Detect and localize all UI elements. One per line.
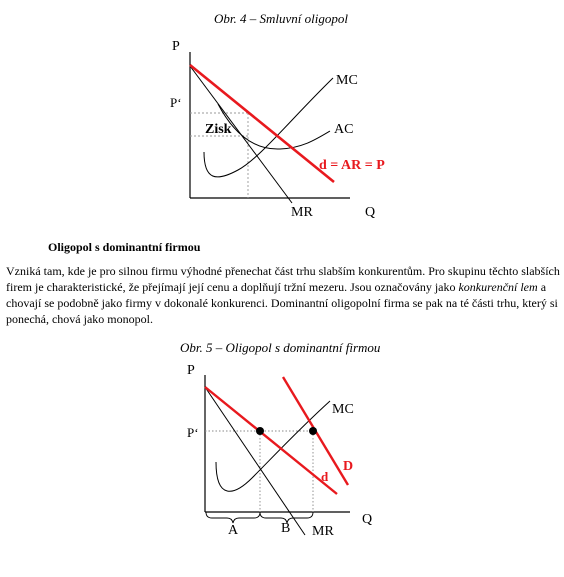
fig2-point-market: [309, 427, 317, 435]
fig2-label-b: B: [281, 521, 291, 536]
fig1-mc-label: MC: [336, 73, 358, 88]
fig2-axis-x-label: Q: [362, 512, 373, 527]
section-paragraph: [6, 263, 562, 327]
figure2-caption: Obr. 5 – Oligopol s dominantní firmou: [180, 340, 381, 355]
fig2-demand-d-curve: [205, 387, 337, 494]
paragraph-italic-term: konkurenční lem: [458, 280, 538, 294]
fig1-profit-label: Zisk: [205, 122, 232, 137]
fig2-mr-curve: [205, 387, 305, 535]
figure1-diagram: [0, 0, 564, 240]
fig2-label-a: A: [228, 523, 239, 538]
fig2-d-small-label: d: [321, 469, 329, 484]
fig2-brace-a: [206, 512, 260, 523]
fig2-price-mark: P‘: [187, 425, 199, 440]
fig1-ac-label: AC: [334, 122, 354, 137]
figure1-caption: Obr. 4 – Smluvní oligopol: [214, 11, 348, 26]
fig1-axis-y-label: P: [172, 39, 180, 54]
fig1-demand-label: d = AR = P: [319, 158, 385, 173]
fig2-axis-y-label: P: [187, 363, 195, 378]
paragraph-text-1: Vzniká tam, kde je pro silnou firmu výhodné přenechat část trhu slabším konkurentům. Pro skupinu těchto slabších firem je charakteristické, že přejímají její cenu a doplňují tržní mezeru. Jsou označovány jako: [6, 264, 560, 294]
fig1-price-mark: P‘: [170, 95, 182, 110]
fig2-mr-label: MR: [312, 524, 334, 539]
fig1-axis-x-label: Q: [365, 205, 376, 220]
fig2-d-big-label: D: [343, 459, 354, 474]
fig2-mc-label: MC: [332, 402, 354, 417]
fig2-point-dominant: [256, 427, 264, 435]
figure2-diagram: [0, 355, 564, 577]
fig1-mr-label: MR: [291, 205, 313, 220]
paragraph-text-2: a chovají se podobně jako firmy v dokonalé konkurenci. Dominantní oligopolní firma se pak na té části trhu, který si ponechá, chová jako monopol.: [6, 280, 558, 326]
section-heading: Oligopol s dominantní firmou: [48, 240, 201, 254]
